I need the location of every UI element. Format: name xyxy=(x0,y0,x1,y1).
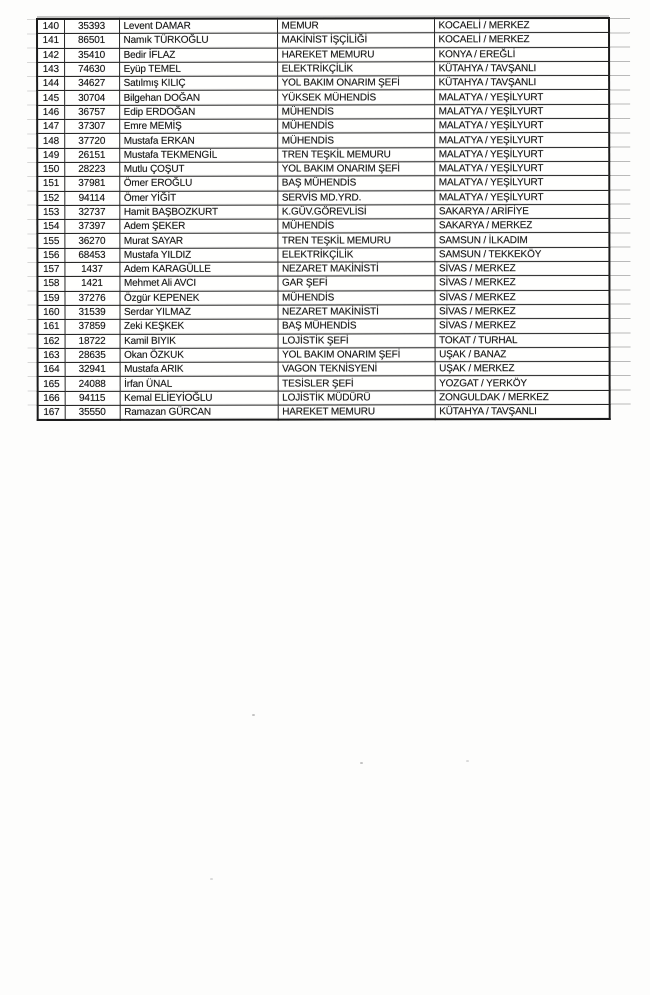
row-number-cell: 158 xyxy=(37,277,64,291)
registry-number-cell: 28635 xyxy=(65,348,120,362)
registry-number-cell: 36757 xyxy=(64,105,119,119)
registry-number-cell: 94115 xyxy=(65,391,120,405)
table-row xyxy=(37,33,609,48)
row-number-cell: 140 xyxy=(37,19,64,34)
location-cell: KOCAELİ / MERKEZ xyxy=(434,18,609,33)
location-cell: SAMSUN / TEKKEKÖY xyxy=(434,247,609,262)
location-cell: MALATYA / YEŞİLYURT xyxy=(434,147,609,162)
table-row xyxy=(37,190,609,205)
location-cell: SİVAS / MERKEZ xyxy=(434,262,609,277)
table-row xyxy=(37,176,609,191)
name-cell: Murat SAYAR xyxy=(119,234,277,249)
name-cell: Mehmet Ali AVCI xyxy=(119,276,277,291)
row-number-cell: 157 xyxy=(37,262,64,276)
registry-number-cell: 28223 xyxy=(64,162,119,176)
table-row xyxy=(37,133,609,148)
row-number-cell: 163 xyxy=(38,348,65,362)
scan-line-bleed-right xyxy=(609,18,631,418)
table-row xyxy=(37,247,609,262)
registry-number-cell: 68453 xyxy=(64,248,119,262)
location-cell: UŞAK / BANAZ xyxy=(435,347,610,362)
location-cell: KONYA / EREĞLİ xyxy=(434,47,609,62)
row-number-cell: 162 xyxy=(38,334,65,348)
location-cell: SİVAS / MERKEZ xyxy=(435,304,610,319)
location-cell: KÜTAHYA / TAVŞANLI xyxy=(435,405,610,420)
name-cell: Mustafa TEKMENGİL xyxy=(119,148,277,163)
job-title-cell: HAREKET MEMURU xyxy=(277,47,434,62)
job-title-cell: LOJİSTİK ŞEFİ xyxy=(278,333,435,348)
location-cell: KÜTAHYA / TAVŞANLI xyxy=(434,76,609,91)
row-number-cell: 148 xyxy=(37,134,64,148)
registry-number-cell: 26151 xyxy=(64,148,119,162)
job-title-cell: NEZARET MAKİNİSTİ xyxy=(277,262,434,277)
registry-number-cell: 37981 xyxy=(64,177,119,191)
name-cell: Eyüp TEMEL xyxy=(119,62,277,77)
table-row xyxy=(37,204,609,219)
table-row xyxy=(37,147,609,162)
location-cell: SİVAS / MERKEZ xyxy=(435,319,610,334)
name-cell: Mutlu ÇOŞUT xyxy=(119,162,277,177)
table-row xyxy=(38,319,610,334)
job-title-cell: YÜKSEK MÜHENDİS xyxy=(277,90,434,105)
row-number-cell: 145 xyxy=(37,91,64,105)
job-title-cell: TESİSLER ŞEFİ xyxy=(278,376,435,391)
registry-number-cell: 30704 xyxy=(64,91,119,105)
table-row xyxy=(37,90,609,105)
job-title-cell: ELEKTRİKÇİLİK xyxy=(277,248,434,263)
row-number-cell: 155 xyxy=(37,234,64,248)
name-cell: Hamit BAŞBOZKURT xyxy=(119,205,277,220)
row-number-cell: 142 xyxy=(37,48,64,62)
name-cell: İrfan ÜNAL xyxy=(120,377,278,392)
scan-speck xyxy=(466,760,469,762)
name-cell: Ramazan GÜRCAN xyxy=(120,405,278,420)
location-cell: MALATYA / YEŞİLYURT xyxy=(434,190,609,205)
name-cell: Mustafa ARIK xyxy=(120,362,278,377)
row-number-cell: 153 xyxy=(37,205,64,219)
name-cell: Bedir İFLAZ xyxy=(119,48,277,63)
name-cell: Özgür KEPENEK xyxy=(119,291,277,306)
location-cell: SAMSUN / İLKADIM xyxy=(434,233,609,248)
location-cell: MALATYA / YEŞİLYURT xyxy=(434,133,609,148)
registry-number-cell: 37397 xyxy=(64,220,119,234)
name-cell: Satılmış KILIÇ xyxy=(119,76,277,91)
job-title-cell: K.GÜV.GÖREVLİSİ xyxy=(277,205,434,220)
table-row xyxy=(38,390,610,405)
location-cell: UŞAK / MERKEZ xyxy=(435,362,610,377)
registry-number-cell: 31539 xyxy=(65,305,120,319)
location-cell: ZONGULDAK / MERKEZ xyxy=(435,390,610,405)
name-cell: Adem ŞEKER xyxy=(119,219,277,234)
scan-speck xyxy=(360,762,363,764)
scan-speck xyxy=(252,714,255,716)
personnel-table-body xyxy=(37,18,610,420)
name-cell: Namık TÜRKOĞLU xyxy=(119,33,277,48)
personnel-table-wrap xyxy=(36,17,611,421)
location-cell: MALATYA / YEŞİLYURT xyxy=(434,90,609,105)
row-number-cell: 141 xyxy=(37,34,64,48)
registry-number-cell: 34627 xyxy=(64,77,119,91)
table-row xyxy=(37,104,609,119)
row-number-cell: 154 xyxy=(37,220,64,234)
row-number-cell: 159 xyxy=(37,291,64,305)
registry-number-cell: 32737 xyxy=(64,205,119,219)
table-row xyxy=(38,376,610,391)
table-row xyxy=(37,233,609,248)
registry-number-cell: 32941 xyxy=(65,362,120,376)
name-cell: Kemal ELİEYİOĞLU xyxy=(120,391,278,406)
location-cell: MALATYA / YEŞİLYURT xyxy=(434,161,609,176)
name-cell: Serdar YILMAZ xyxy=(120,305,278,320)
table-row xyxy=(37,47,609,62)
name-cell: Bilgehan DOĞAN xyxy=(119,91,277,106)
row-number-cell: 167 xyxy=(38,405,65,420)
location-cell: SAKARYA / MERKEZ xyxy=(434,219,609,234)
registry-number-cell: 1437 xyxy=(64,262,119,276)
row-number-cell: 149 xyxy=(37,148,64,162)
table-row xyxy=(37,276,609,291)
name-cell: Adem KARAGÜLLE xyxy=(119,262,277,277)
registry-number-cell: 94114 xyxy=(64,191,119,205)
name-cell: Zeki KEŞKEK xyxy=(120,319,278,334)
registry-number-cell: 37276 xyxy=(64,291,119,305)
registry-number-cell: 24088 xyxy=(65,377,120,391)
name-cell: Emre MEMİŞ xyxy=(119,119,277,134)
row-number-cell: 143 xyxy=(37,62,64,76)
job-title-cell: GAR ŞEFİ xyxy=(277,276,434,291)
name-cell: Levent DAMAR xyxy=(119,19,277,34)
registry-number-cell: 35550 xyxy=(65,405,120,420)
job-title-cell: MÜHENDİS xyxy=(277,290,434,305)
location-cell: KÜTAHYA / TAVŞANLI xyxy=(434,61,609,76)
table-row xyxy=(37,161,609,176)
table-row xyxy=(37,76,609,91)
table-row xyxy=(37,262,609,277)
job-title-cell: YOL BAKIM ONARIM ŞEFİ xyxy=(277,162,434,177)
row-number-cell: 160 xyxy=(38,305,65,319)
job-title-cell: LOJİSTİK MÜDÜRÜ xyxy=(278,391,435,406)
location-cell: TOKAT / TURHAL xyxy=(435,333,610,348)
job-title-cell: BAŞ MÜHENDİS xyxy=(278,319,435,334)
table-row xyxy=(37,219,609,234)
location-cell: SAKARYA / ARİFİYE xyxy=(434,204,609,219)
row-number-cell: 156 xyxy=(37,248,64,262)
table-row xyxy=(38,304,610,319)
table-row xyxy=(38,362,610,377)
job-title-cell: MÜHENDİS xyxy=(277,219,434,234)
name-cell: Edip ERDOĞAN xyxy=(119,105,277,120)
row-number-cell: 147 xyxy=(37,120,64,134)
job-title-cell: TREN TEŞKİL MEMURU xyxy=(277,147,434,162)
registry-number-cell: 1421 xyxy=(64,277,119,291)
name-cell: Ömer YİĞİT xyxy=(119,191,277,206)
row-number-cell: 150 xyxy=(37,162,64,176)
registry-number-cell: 35393 xyxy=(64,19,119,34)
job-title-cell: YOL BAKIM ONARIM ŞEFİ xyxy=(278,348,435,363)
row-number-cell: 144 xyxy=(37,77,64,91)
registry-number-cell: 86501 xyxy=(64,34,119,48)
scan-speck xyxy=(210,878,213,880)
row-number-cell: 146 xyxy=(37,105,64,119)
job-title-cell: MEMUR xyxy=(277,18,434,33)
name-cell: Kamil BIYIK xyxy=(120,334,278,349)
table-row xyxy=(38,405,610,421)
job-title-cell: MÜHENDİS xyxy=(277,133,434,148)
location-cell: SİVAS / MERKEZ xyxy=(434,276,609,291)
location-cell: MALATYA / YEŞİLYURT xyxy=(434,119,609,134)
name-cell: Mustafa YILDIZ xyxy=(119,248,277,263)
job-title-cell: BAŞ MÜHENDİS xyxy=(277,176,434,191)
personnel-table xyxy=(36,17,611,421)
registry-number-cell: 37859 xyxy=(65,320,120,334)
table-row xyxy=(37,119,609,134)
registry-number-cell: 18722 xyxy=(65,334,120,348)
job-title-cell: VAGON TEKNİSYENİ xyxy=(278,362,435,377)
job-title-cell: MÜHENDİS xyxy=(277,119,434,134)
registry-number-cell: 36270 xyxy=(64,234,119,248)
job-title-cell: MAKİNİST İŞÇİLİĞİ xyxy=(277,33,434,48)
registry-number-cell: 35410 xyxy=(64,48,119,62)
job-title-cell: YOL BAKIM ONARIM ŞEFİ xyxy=(277,76,434,91)
table-row xyxy=(37,290,609,305)
name-cell: Ömer EROĞLU xyxy=(119,176,277,191)
registry-number-cell: 74630 xyxy=(64,62,119,76)
row-number-cell: 161 xyxy=(38,320,65,334)
location-cell: KOCAELİ / MERKEZ xyxy=(434,33,609,48)
location-cell: MALATYA / YEŞİLYURT xyxy=(434,104,609,119)
job-title-cell: SERVİS MD.YRD. xyxy=(277,190,434,205)
table-row xyxy=(38,333,610,348)
table-row xyxy=(37,18,609,34)
location-cell: MALATYA / YEŞİLYURT xyxy=(434,176,609,191)
job-title-cell: NEZARET MAKİNİSTİ xyxy=(278,305,435,320)
location-cell: SİVAS / MERKEZ xyxy=(434,290,609,305)
row-number-cell: 166 xyxy=(38,391,65,405)
table-row xyxy=(38,347,610,362)
name-cell: Mustafa ERKAN xyxy=(119,133,277,148)
row-number-cell: 165 xyxy=(38,377,65,391)
job-title-cell: HAREKET MEMURU xyxy=(278,405,435,420)
registry-number-cell: 37307 xyxy=(64,119,119,133)
job-title-cell: TREN TEŞKİL MEMURU xyxy=(277,233,434,248)
row-number-cell: 151 xyxy=(37,177,64,191)
job-title-cell: ELEKTRİKÇİLİK xyxy=(277,62,434,77)
location-cell: YOZGAT / YERKÖY xyxy=(435,376,610,391)
row-number-cell: 164 xyxy=(38,363,65,377)
registry-number-cell: 37720 xyxy=(64,134,119,148)
table-row xyxy=(37,61,609,76)
name-cell: Okan ÖZKUK xyxy=(120,348,278,363)
job-title-cell: MÜHENDİS xyxy=(277,105,434,120)
row-number-cell: 152 xyxy=(37,191,64,205)
